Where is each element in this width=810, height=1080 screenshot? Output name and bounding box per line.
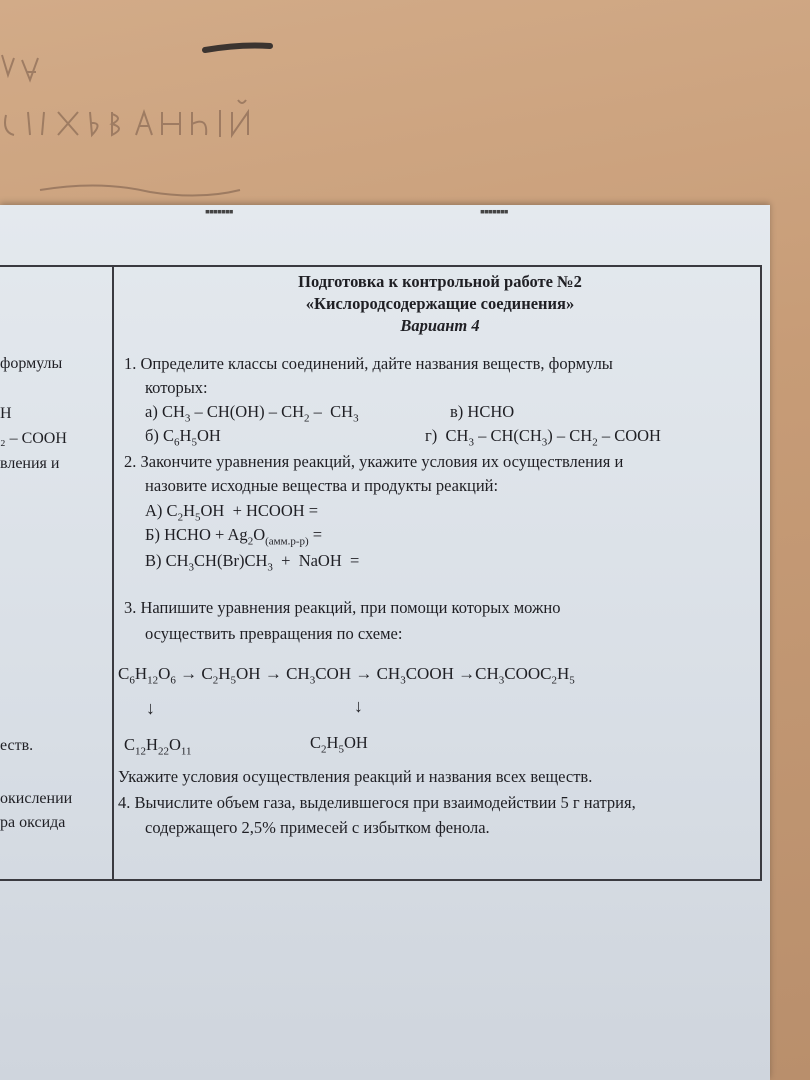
task3-branch-1: $C_{12}H_{22}O_{11}$ (124, 735, 192, 758)
task3-branch-2: $C_2H_5OH$ (310, 733, 368, 756)
task2-item-v: В) $CH_3CH(Br)CH_3$ + NaOH = (145, 551, 360, 574)
column-divider (112, 265, 114, 879)
left-fragment: Н (0, 405, 12, 422)
task4-text: 4. Вычислите объем газа, выделившегося при взаимодействии 5 г натрия, (118, 793, 636, 812)
left-fragment: вления и (0, 455, 60, 472)
arrow-down-icon: ↓ (354, 696, 363, 716)
task2-item-b: Б) HCHO + $Ag_2O_{(амм.р-р)}$ = (145, 525, 323, 548)
task3-scheme: $C_6H_{12}O_6 \to C_2H_5OH \to CH_3COH$ → $CH_3COOH$ $\to CH_3COOC_2H_5$ (118, 664, 575, 687)
task1-text: 1. Определите классы соединений, дайте названия веществ, формулы (124, 354, 613, 373)
task1-item-a: а) $CH_3 - CH(OH) - CH_2 - CH_3$ (145, 402, 359, 425)
task1-text: которых: (145, 378, 208, 397)
left-fragment: ра оксида (0, 814, 66, 831)
perforation-marks: ▪▪▪▪▪▪▪ (205, 205, 233, 220)
task2-item-a: А) $C_2H_5OH$ + HCOOH = (145, 501, 319, 524)
task1-item-g: г) $CH_3 - CH(CH_3) - CH_2$ – COOH (425, 426, 661, 449)
task3-conditions: Укажите условия осуществления реакций и названия всех веществ. (118, 767, 593, 786)
perforation-marks: ▪▪▪▪▪▪▪ (480, 205, 508, 220)
left-fragment: формулы (0, 355, 63, 372)
arrow-down-icon: ↓ (146, 698, 155, 718)
left-fragment: еств. (0, 737, 34, 754)
task1-item-b: б) $C_6H_5OH$ (145, 426, 221, 449)
task3-text: осуществить превращения по схеме: (145, 624, 403, 643)
left-fragment: окислении (0, 790, 73, 807)
header-title: Подготовка к контрольной работе №2 (298, 272, 582, 291)
handwriting-scribble (0, 0, 810, 240)
task1-item-v: в) HCHO (450, 402, 515, 421)
header-variant: Вариант 4 (400, 316, 480, 335)
task3-text: 3. Напишите уравнения реакций, при помощи которых можно (124, 598, 561, 617)
left-fragment: ₂ – COOH (0, 430, 67, 447)
header-topic: «Кислородсодержащие соединения» (305, 294, 575, 313)
task2-text: назовите исходные вещества и продукты реакций: (145, 476, 499, 495)
task2-text: 2. Закончите уравнения реакций, укажите условия их осуществления и (124, 452, 624, 471)
task4-text: содержащего 2,5% примесей с избытком фенола. (145, 818, 490, 837)
